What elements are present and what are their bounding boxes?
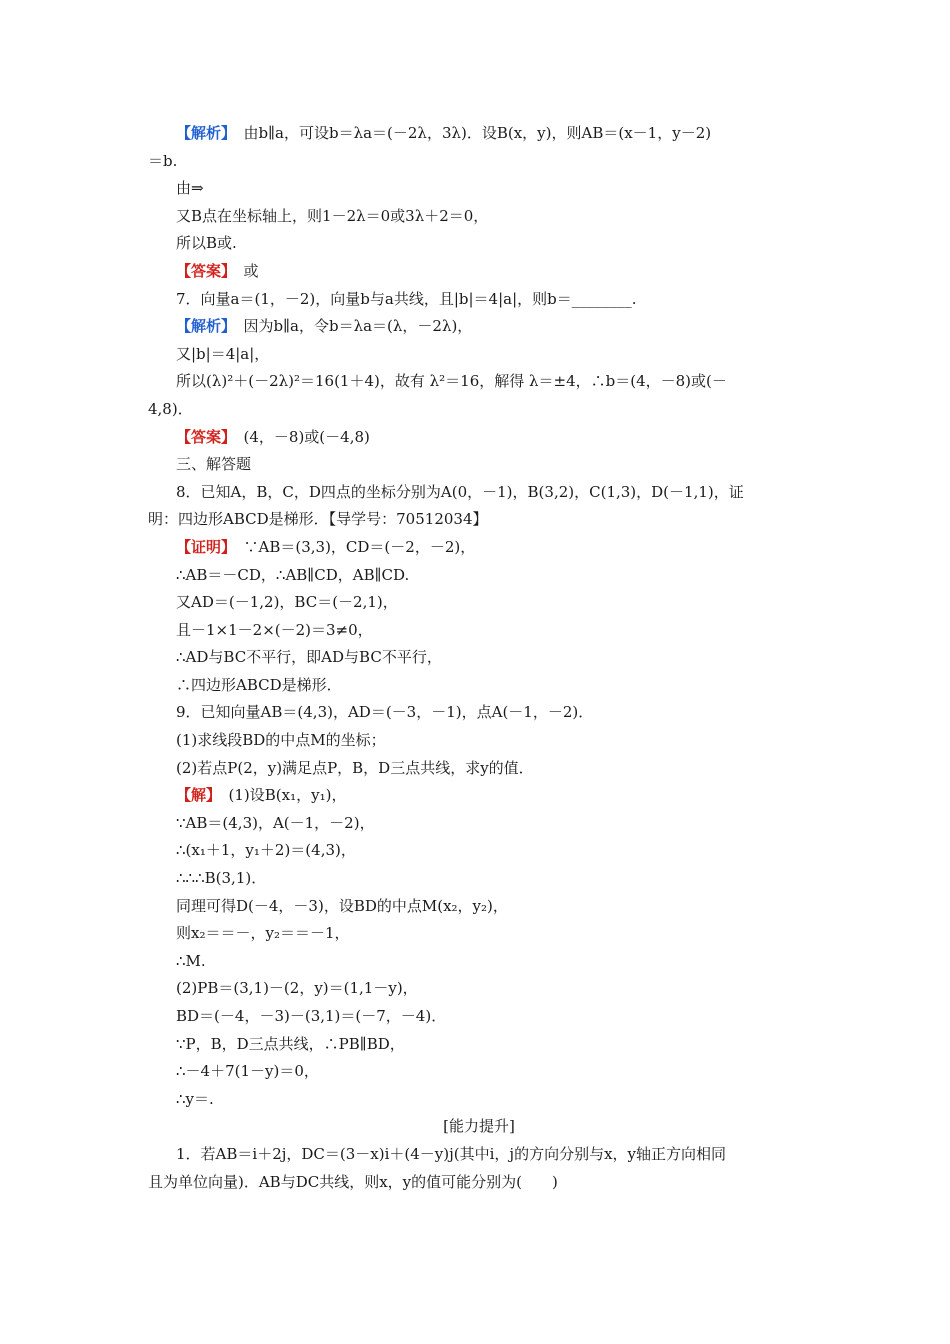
text-line	[148, 920, 810, 948]
text-line	[148, 175, 810, 203]
text-line	[148, 562, 810, 590]
section-tag: 【解析】	[176, 317, 229, 336]
line-text: 由⇒	[176, 179, 204, 198]
line-text: ＝b.	[148, 151, 178, 170]
text-line	[148, 396, 810, 424]
line-text: ∴M.	[176, 951, 206, 970]
line-text: 7．向量a＝(1，－2)，向量b与a共线，且|b|＝4|a|，则b＝________.	[176, 289, 637, 308]
text-line	[148, 810, 810, 838]
text-line	[148, 617, 810, 645]
line-text: ∵AB＝(3,3)，CD＝(－2，－2)，	[228, 537, 476, 556]
text-line	[148, 589, 810, 617]
line-text: ∵P，B，D三点共线，∴PB∥BD，	[176, 1034, 405, 1053]
text-line	[148, 1169, 810, 1197]
section-tag: 【解】	[176, 786, 214, 805]
text-line	[148, 975, 810, 1003]
text-line	[148, 782, 810, 810]
text-line	[148, 1058, 810, 1086]
line-text: 且为单位向量)．AB与DC共线，则x，y的值可能分别为( )	[148, 1172, 558, 1191]
text-line	[148, 451, 810, 479]
line-text: 1．若AB＝i＋2j，DC＝(3－x)i＋(4－y)j(其中i，j的方向分别与x，y轴正方向相同	[176, 1144, 727, 1163]
section-tag: 【证明】	[176, 537, 229, 556]
text-line	[148, 1086, 810, 1114]
text-line	[148, 893, 810, 921]
line-text: 同理可得D(－4，－3)，设BD的中点M(x₂，y₂)，	[176, 896, 508, 915]
text-line	[148, 534, 810, 562]
line-text: ∴∴∴B(3,1)．	[176, 869, 267, 888]
text-line	[148, 699, 810, 727]
line-text: ∴y＝.	[176, 1089, 214, 1108]
text-line	[148, 368, 810, 396]
line-text: ∴AB＝－CD，∴AB∥CD，AB∥CD.	[176, 565, 410, 584]
document-page	[148, 120, 810, 1196]
line-text: ∵AB＝(4,3)，A(－1，－2)，	[176, 813, 375, 832]
line-text: (2)PB＝(3,1)－(2，y)＝(1,1－y)，	[176, 979, 418, 998]
section-tag: 【答案】	[176, 261, 229, 280]
text-line	[148, 1031, 810, 1059]
section-tag: 【答案】	[176, 427, 229, 446]
line-text: 所以(λ)²＋(－2λ)²＝16(1＋4)，故有 λ²＝16，解得 λ＝±4，∴b＝(4，－8)或(－	[176, 372, 727, 391]
line-text: (1)求线段BD的中点M的坐标；	[176, 731, 386, 750]
text-line	[148, 727, 810, 755]
line-text: ∴(x₁＋1，y₁＋2)＝(4,3)，	[176, 841, 356, 860]
line-text: 因为b∥a，令b＝λa＝(λ，－2λ)，	[228, 317, 473, 336]
text-line	[148, 286, 810, 314]
line-text: 三、解答题	[176, 455, 252, 474]
text-line	[148, 479, 810, 507]
text-line	[148, 313, 810, 341]
line-text: 又B点在坐标轴上，则1－2λ＝0或3λ＋2＝0，	[176, 206, 489, 225]
line-text: (2)若点P(2，y)满足点P，B，D三点共线，求y的值．	[176, 758, 534, 777]
text-line	[148, 506, 810, 534]
line-text: 则x₂＝＝－，y₂＝＝－1，	[176, 924, 350, 943]
text-line	[148, 672, 810, 700]
text-line	[148, 1113, 810, 1141]
line-text: 且－1×1－2×(－2)＝3≠0，	[176, 620, 373, 639]
text-line	[148, 1141, 810, 1169]
text-line	[148, 341, 810, 369]
line-text: [能力提升]	[443, 1117, 515, 1136]
line-text: 8．已知A，B，C，D四点的坐标分别为A(0，－1)，B(3,2)，C(1,3)，D(－1,1)，证	[176, 482, 744, 501]
line-text: 或	[228, 261, 259, 280]
text-line	[148, 258, 810, 286]
text-line	[148, 644, 810, 672]
text-line	[148, 837, 810, 865]
line-text: ∴四边形ABCD是梯形．	[176, 675, 342, 694]
line-text: 9．已知向量AB＝(4,3)，AD＝(－3，－1)，点A(－1，－2)．	[176, 703, 594, 722]
text-line	[148, 948, 810, 976]
text-line	[148, 148, 810, 176]
line-text: 又AD＝(－1,2)，BC＝(－2,1)，	[176, 593, 398, 612]
text-line	[148, 424, 810, 452]
line-text: (4，－8)或(－4,8)	[228, 427, 370, 446]
text-line	[148, 1003, 810, 1031]
line-text: (1)设B(x₁，y₁)，	[213, 786, 347, 805]
line-text: ∴AD与BC不平行，即AD与BC不平行，	[176, 648, 442, 667]
text-line	[148, 120, 810, 148]
line-text: 由b∥a，可设b＝λa＝(－2λ，3λ)．设B(x，y)，则AB＝(x－1，y－2)	[228, 124, 712, 142]
line-text: 明：四边形ABCD是梯形．【导学号：70512034】	[148, 510, 488, 529]
line-text: 4,8)．	[148, 399, 193, 418]
line-text: ∴－4＋7(1－y)＝0，	[176, 1062, 319, 1081]
text-line	[148, 230, 810, 258]
line-text: 又|b|＝4|a|，	[176, 344, 270, 363]
line-text: 所以B或.	[176, 234, 237, 253]
line-text: BD＝(－4，－3)－(3,1)＝(－7，－4)．	[176, 1007, 447, 1025]
text-line	[148, 203, 810, 231]
section-tag: 【解析】	[176, 124, 229, 142]
text-line	[148, 755, 810, 783]
text-line	[148, 865, 810, 893]
